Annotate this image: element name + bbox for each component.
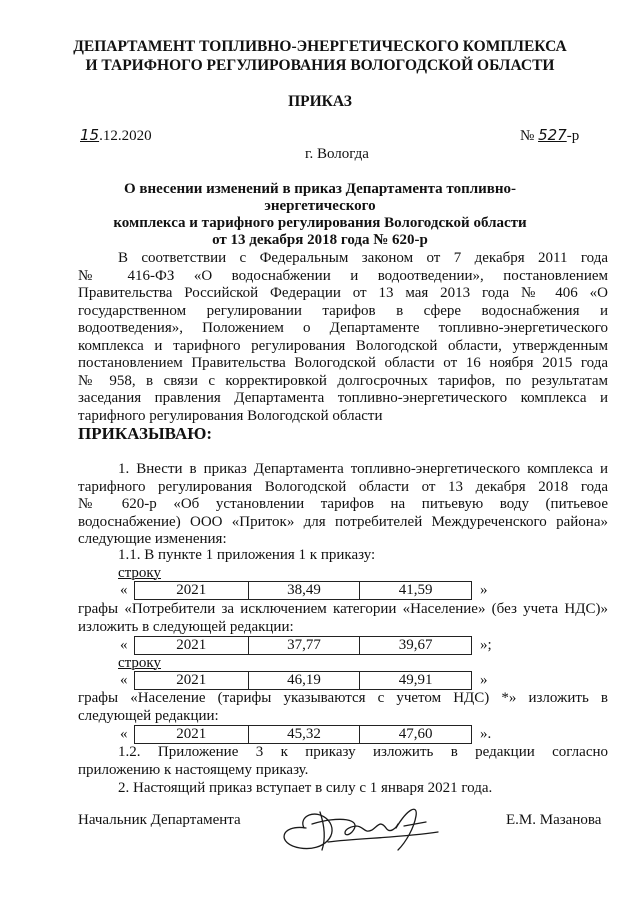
city: г. Вологда: [305, 146, 369, 162]
tariff-row-table: [134, 725, 472, 744]
item-1-line: № 620-р «Об установлении тарифов на питьевую воду (питьевое: [78, 496, 608, 512]
item-1-line: тарифного регулирования Вологодской области от 13 декабря 2018 года: [78, 478, 608, 495]
grafy-1-line-1: графы «Потребители за исключением категории «Население» (без учета НДС)»: [78, 601, 608, 617]
tariff-cell: 47,60: [360, 726, 472, 744]
grafy-2-line-2: следующей редакции:: [78, 708, 219, 724]
sub-item-1-2-line-2: приложению к настоящему приказу.: [78, 762, 309, 778]
tariff-cell: 41,59: [360, 582, 472, 600]
tariff-cell: 46,19: [248, 672, 360, 690]
tariff-cell: 39,67: [360, 637, 472, 655]
org-name-line-1: ДЕПАРТАМЕНТ ТОПЛИВНО-ЭНЕРГЕТИЧЕСКОГО КОМПЛЕКСА: [73, 38, 567, 55]
year-cell: 2021: [135, 726, 249, 744]
preamble-line: государственном регулировании тарифов в сфере водоснабжения и: [78, 302, 608, 319]
tariff-cell: 38,49: [248, 582, 360, 600]
title-line-1: О внесении изменений в приказ Департамента топливно-энергетического: [123, 181, 517, 214]
tariff-cell: 49,91: [360, 672, 472, 690]
stroku-label: строку: [118, 565, 161, 581]
signatory-position: Начальник Департамента: [78, 812, 241, 828]
item-1-text: [78, 461, 608, 549]
preamble-line: постановлением Правительства Вологодской области от 16 ноября 2015 года: [78, 355, 608, 371]
date-day: 15: [80, 126, 100, 144]
item-1-line: следующие изменения:: [78, 531, 227, 547]
number-prefix: №: [520, 128, 535, 144]
document-date: [80, 126, 152, 145]
preamble-line: В соответствии с Федеральным законом от 7 декабря 2011 года: [118, 250, 608, 266]
preamble-line: тарифного регулирования Вологодской области: [78, 407, 383, 424]
grafy-2-line-1: графы «Население (тарифы указываются с учетом НДС) *» изложить в: [78, 690, 608, 706]
preamble: [78, 250, 608, 425]
document-title: [70, 181, 570, 249]
sub-item-1-1: 1.1. В пункте 1 приложения 1 к приказу:: [118, 547, 376, 563]
year-cell: 2021: [135, 637, 249, 655]
table-row: [135, 637, 472, 655]
item-1-line: водоснабжение) ООО «Приток» для потребителей Междуреченского района»: [78, 513, 608, 530]
table-row: [135, 582, 472, 600]
number-suffix: -р: [566, 128, 580, 144]
stroku-label: строку: [118, 655, 161, 671]
preamble-line: заседания правления Департамента топливно-энергетического комплекса и: [78, 390, 608, 406]
tariff-cell: 45,32: [248, 726, 360, 744]
quote-close: »;: [480, 637, 492, 653]
quote-close: »: [480, 672, 488, 688]
preamble-line: № 958, в связи с корректировкой долгосрочных тарифов, по результатам: [78, 372, 608, 389]
table-row: [135, 672, 472, 690]
preamble-line: Правительства Российской Федерации от 13 мая 2013 года № 406 «О: [78, 285, 608, 301]
title-line-3: от 13 декабря 2018 года № 620-р: [212, 232, 428, 248]
date-rest: .12.2020: [99, 128, 152, 144]
grafy-1-line-2: изложить в следующей редакции:: [78, 619, 294, 635]
order-word: ПРИКАЗЫВАЮ:: [78, 424, 213, 443]
quote-open: «: [120, 637, 128, 653]
tariff-cell: 37,77: [248, 637, 360, 655]
quote-open: «: [120, 582, 128, 598]
signatory-name: Е.М. Мазанова: [506, 812, 602, 828]
document-number: [520, 126, 579, 145]
year-cell: 2021: [135, 582, 249, 600]
quote-open: «: [120, 726, 128, 742]
quote-close: ».: [480, 726, 492, 742]
title-line-2: комплекса и тарифного регулирования Вологодской области: [113, 215, 527, 231]
item-1-line: 1. Внести в приказ Департамента топливно-энергетического комплекса и: [118, 461, 608, 477]
tariff-row-table: [134, 581, 472, 600]
org-name-line-2: И ТАРИФНОГО РЕГУЛИРОВАНИЯ ВОЛОГОДСКОЙ ОБЛАСТИ: [85, 57, 555, 74]
handwritten-signature: [268, 798, 458, 856]
number-value: 527: [538, 126, 567, 144]
preamble-line: № 416-ФЗ «О водоснабжении и водоотведении», постановлением: [78, 267, 608, 284]
preamble-line: водоотведения», Положением о Департаменте топливно-энергетического: [78, 320, 608, 336]
tariff-row-table: [134, 636, 472, 655]
sub-item-1-2-line-1: 1.2. Приложение 3 к приказу изложить в редакции согласно: [118, 744, 608, 760]
document-type: ПРИКАЗ: [288, 93, 352, 110]
year-cell: 2021: [135, 672, 249, 690]
tariff-row-table: [134, 671, 472, 690]
table-row: [135, 726, 472, 744]
preamble-line: комплекса и тарифного регулирования Вологодской области, утвержденным: [78, 337, 608, 354]
quote-close: »: [480, 582, 488, 598]
item-2: 2. Настоящий приказ вступает в силу с 1 января 2021 года.: [118, 780, 493, 796]
quote-open: «: [120, 672, 128, 688]
